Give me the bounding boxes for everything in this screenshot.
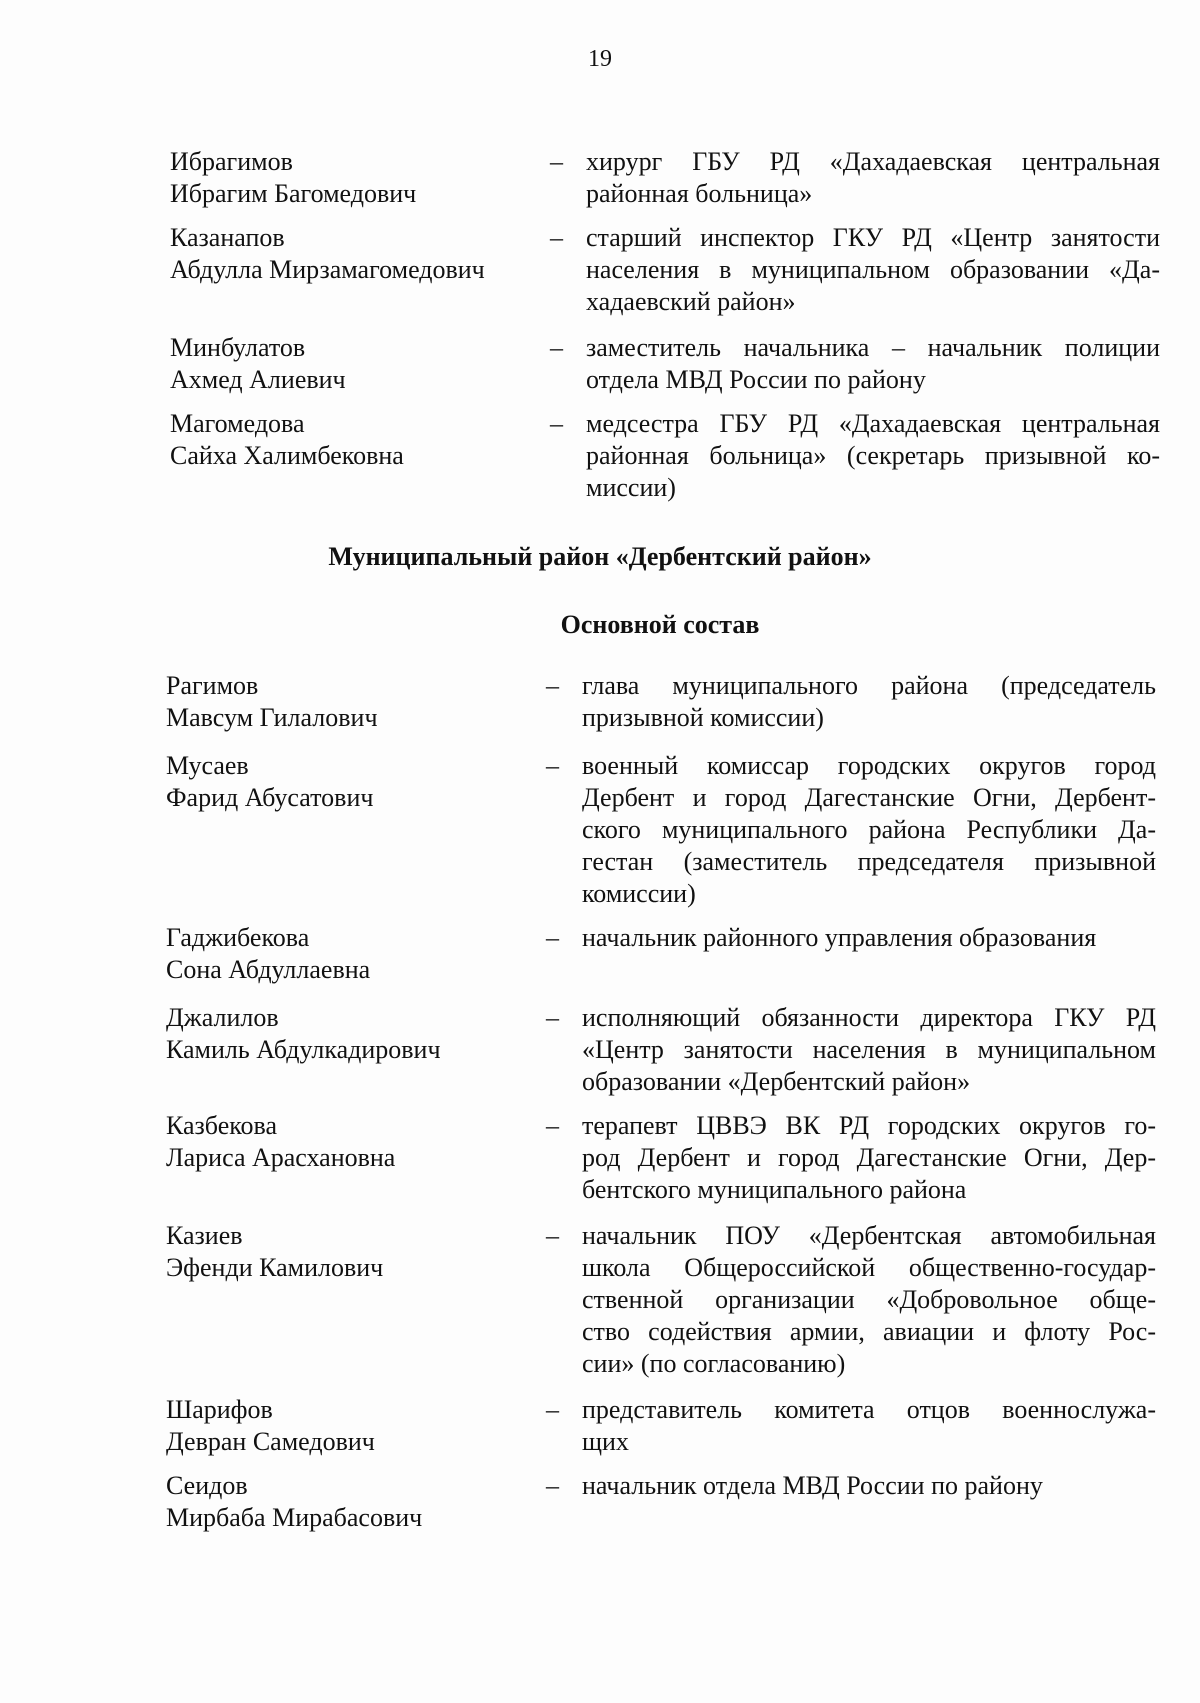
dash-separator: – bbox=[546, 1471, 559, 1500]
dash-separator: – bbox=[550, 147, 563, 176]
member-name: Джалилов Камиль Абдулкадирович bbox=[166, 1003, 441, 1064]
page-number: 19 bbox=[588, 46, 612, 72]
role-line: «Центр занятости населения в муниципальном bbox=[582, 1035, 1156, 1064]
member-role bbox=[582, 1470, 1156, 1502]
dash-separator: – bbox=[546, 1395, 559, 1424]
role-line: ственной организации «Добровольное обще- bbox=[582, 1285, 1156, 1314]
role-line: образовании «Дербентский район» bbox=[582, 1067, 971, 1096]
member-role bbox=[586, 408, 1160, 504]
member-entry bbox=[170, 222, 1160, 318]
member-role bbox=[582, 922, 1156, 954]
role-line: щих bbox=[582, 1427, 629, 1456]
dash-separator: – bbox=[546, 1111, 559, 1140]
role-line: отдела МВД России по району bbox=[586, 365, 926, 394]
dash-separator: – bbox=[546, 671, 559, 700]
member-entry bbox=[166, 750, 1156, 910]
role-line: начальник ПОУ «Дербентская автомобильная bbox=[582, 1221, 1156, 1250]
role-line: исполняющий обязанности директора ГКУ РД bbox=[582, 1003, 1156, 1032]
dash-separator: – bbox=[546, 923, 559, 952]
role-line: глава муниципального района (председатель bbox=[582, 671, 1156, 700]
dash-separator: – bbox=[546, 751, 559, 780]
member-name: Казанапов Абдулла Мирзамагомедович bbox=[170, 223, 485, 284]
member-name: Гаджибекова Сона Абдуллаевна bbox=[166, 923, 371, 984]
role-line: школа Общероссийской общественно-государ- bbox=[582, 1253, 1156, 1282]
dash-separator: – bbox=[550, 409, 563, 438]
member-entry bbox=[166, 1220, 1156, 1380]
role-line: комиссии) bbox=[582, 879, 696, 908]
role-line: ство содействия армии, авиации и флоту Рос- bbox=[582, 1317, 1156, 1346]
member-entry bbox=[166, 1110, 1156, 1206]
role-line: терапевт ЦВВЭ ВК РД городских округов го- bbox=[582, 1111, 1156, 1140]
role-line: районная больница» bbox=[586, 179, 813, 208]
role-line: районная больница» (секретарь призывной ко- bbox=[586, 441, 1160, 470]
role-line: населения в муниципальном образовании «Да- bbox=[586, 255, 1160, 284]
member-entry bbox=[170, 408, 1160, 504]
role-line: медсестра ГБУ РД «Дахадаевская центральная bbox=[586, 409, 1160, 438]
member-entry bbox=[166, 1394, 1156, 1458]
composition-heading: Основной состав bbox=[560, 610, 760, 639]
member-role bbox=[582, 1394, 1156, 1458]
role-line: Дербент и город Дагестанские Огни, Дербент- bbox=[582, 783, 1156, 812]
member-name: Казбекова Лариса Арасхановна bbox=[166, 1111, 396, 1172]
member-role bbox=[582, 750, 1156, 910]
member-entry bbox=[170, 146, 1160, 210]
member-name: Казиев Эфенди Камилович bbox=[166, 1221, 384, 1282]
dash-separator: – bbox=[546, 1221, 559, 1250]
member-role bbox=[586, 146, 1160, 210]
role-line: военный комиссар городских округов город bbox=[582, 751, 1156, 780]
member-entry bbox=[166, 922, 1156, 986]
member-name: Шарифов Девран Самедович bbox=[166, 1395, 375, 1456]
member-entry bbox=[166, 1470, 1156, 1534]
member-role bbox=[582, 1110, 1156, 1206]
member-role bbox=[586, 222, 1160, 318]
member-role bbox=[582, 1220, 1156, 1380]
member-name: Магомедова Сайха Халимбековна bbox=[170, 409, 404, 470]
role-line: род Дербент и город Дагестанские Огни, Дер- bbox=[582, 1143, 1156, 1172]
dash-separator: – bbox=[546, 1003, 559, 1032]
member-entry bbox=[166, 670, 1156, 734]
role-line: старший инспектор ГКУ РД «Центр занятости bbox=[586, 223, 1160, 252]
member-entry bbox=[166, 1002, 1156, 1098]
member-name: Мусаев Фарид Абусатович bbox=[166, 751, 374, 812]
dash-separator: – bbox=[550, 333, 563, 362]
district-heading: Муниципальный район «Дербентский район» bbox=[328, 542, 872, 571]
member-name: Минбулатов Ахмед Алиевич bbox=[170, 333, 346, 394]
member-name: Ибрагимов Ибрагим Багомедович bbox=[170, 147, 417, 208]
role-line: хадаевский район» bbox=[586, 287, 796, 316]
role-line: представитель комитета отцов военнослужа- bbox=[582, 1395, 1156, 1424]
role-line: гестан (заместитель председателя призывной bbox=[582, 847, 1156, 876]
role-line: хирург ГБУ РД «Дахадаевская центральная bbox=[586, 147, 1160, 176]
member-role bbox=[582, 1002, 1156, 1098]
role-line: сии» (по согласованию) bbox=[582, 1349, 846, 1378]
role-line: заместитель начальника – начальник полиции bbox=[586, 333, 1160, 362]
role-line: призывной комиссии) bbox=[582, 703, 824, 732]
role-line: бентского муниципального района bbox=[582, 1175, 967, 1204]
member-name: Сеидов Мирбаба Мирабасович bbox=[166, 1471, 423, 1532]
member-entry bbox=[170, 332, 1160, 396]
member-role bbox=[586, 332, 1160, 396]
role-line: ского муниципального района Республики Да- bbox=[582, 815, 1156, 844]
role-line: начальник районного управления образования bbox=[582, 923, 1097, 952]
member-name: Рагимов Мавсум Гилалович bbox=[166, 671, 378, 732]
member-role bbox=[582, 670, 1156, 734]
dash-separator: – bbox=[550, 223, 563, 252]
role-line: миссии) bbox=[586, 473, 676, 502]
role-line: начальник отдела МВД России по району bbox=[582, 1471, 1043, 1500]
